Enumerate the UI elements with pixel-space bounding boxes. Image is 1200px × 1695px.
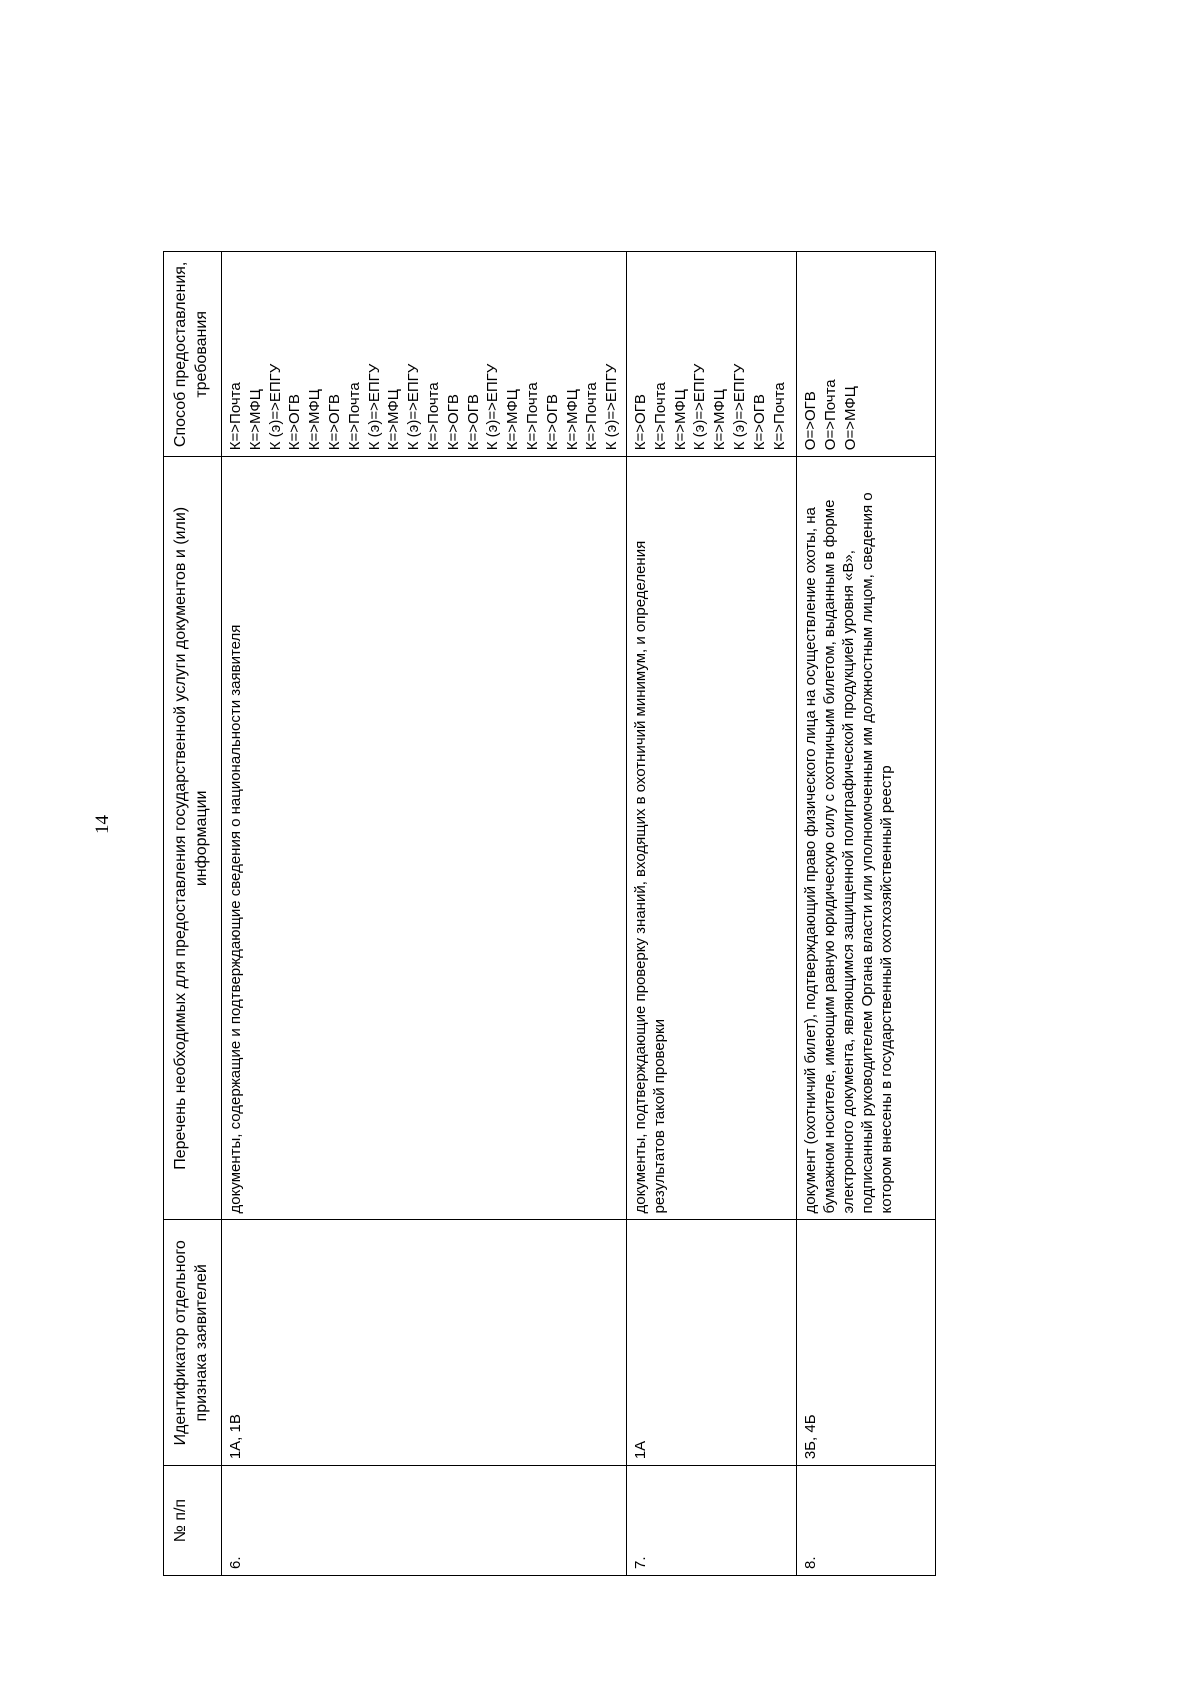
method-item: К=>ОГВ xyxy=(631,394,649,451)
method-item: К (э)=>ЕПГУ xyxy=(365,363,383,451)
method-item: К=>МФЦ xyxy=(563,389,581,451)
header-row xyxy=(164,137,222,1576)
cell-identifier: 1А, 1В xyxy=(222,1220,627,1466)
table-row xyxy=(222,137,627,1576)
header-identifier: Идентификатор отдельного признака заявителей xyxy=(164,1220,222,1466)
method-item: К=>Почта xyxy=(227,382,244,451)
method-item: К=>МФЦ xyxy=(385,389,403,451)
method-item: К=>ОГВ xyxy=(325,394,343,451)
header-num: № п/п xyxy=(164,1466,222,1576)
method-item: К (э)=>ЕПГУ xyxy=(691,363,709,451)
method-item: О=>МФЦ xyxy=(841,386,859,451)
cell-methods xyxy=(626,252,796,457)
method-item: К=>МФЦ xyxy=(306,389,324,451)
documents-table xyxy=(163,136,936,1576)
method-item: К=>МФЦ xyxy=(504,389,522,451)
rotated-table-wrapper xyxy=(163,136,936,1576)
method-item: К=>ОГВ xyxy=(444,394,462,451)
method-item: К=>МФЦ xyxy=(671,389,689,451)
cell-num: 7. xyxy=(626,1466,796,1576)
page-number: 14 xyxy=(92,815,113,834)
method-item: К (э)=>ЕПГУ xyxy=(484,363,502,451)
method-item: К (э)=>ЕПГУ xyxy=(730,363,748,451)
cell-document: документы, содержащие и подтверждающие сведения о национальности заявителя xyxy=(222,457,627,1220)
method-item: К=>Почта xyxy=(523,382,541,451)
method-item: О=>Почта xyxy=(821,379,839,451)
cell-num: 8. xyxy=(796,1466,935,1576)
cell-num: 6. xyxy=(222,1466,627,1576)
method-item: К=>Почта xyxy=(770,382,788,451)
cell-identifier: 1А xyxy=(626,1220,796,1466)
method-item: К=>Почта xyxy=(583,382,601,451)
method-item: К=>Почта xyxy=(651,382,669,451)
method-item: К (э)=>ЕПГУ xyxy=(405,363,423,451)
method-item: К=>МФЦ xyxy=(711,389,729,451)
table-row xyxy=(626,137,796,1576)
method-item: К (э)=>ЕПГУ xyxy=(603,363,621,451)
table-row xyxy=(796,137,935,1576)
method-item: О=>ОГВ xyxy=(801,391,819,451)
method-item: К (э)=>ЕПГУ xyxy=(266,363,284,451)
method-item: К=>МФЦ xyxy=(246,389,264,451)
method-item: К=>ОГВ xyxy=(464,394,482,451)
method-item: К=>Почта xyxy=(424,382,442,451)
header-method: Способ предоставления, требования xyxy=(164,252,222,457)
method-item: К=>Почта xyxy=(345,382,363,451)
header-documents: Перечень необходимых для предоставления государственной услуги документов и (или) информации xyxy=(164,457,222,1220)
method-item: К=>ОГВ xyxy=(286,394,304,451)
cell-document: документ (охотничий билет), подтверждающий право физического лица на осуществление охоты, на бумажном носителе, имеющим равную юридическую силу с охотничьим билетом, выданным в форме электронного документа, являющимся защищенной полиграфической продукцией уровня «В», подписанный руководителем Органа власти или уполномоченным им должностным лицом, сведения о котором внесены в государственный охотхозяйственный реестр xyxy=(796,457,935,1220)
cell-methods xyxy=(796,252,935,457)
method-item: К=>ОГВ xyxy=(543,394,561,451)
cell-document: документы, подтверждающие проверку знаний, входящих в охотничий минимум, и определения результатов такой проверки xyxy=(626,457,796,1220)
cell-identifier: 3Б, 4Б xyxy=(796,1220,935,1466)
method-item: К=>ОГВ xyxy=(750,394,768,451)
cell-methods xyxy=(222,252,627,457)
